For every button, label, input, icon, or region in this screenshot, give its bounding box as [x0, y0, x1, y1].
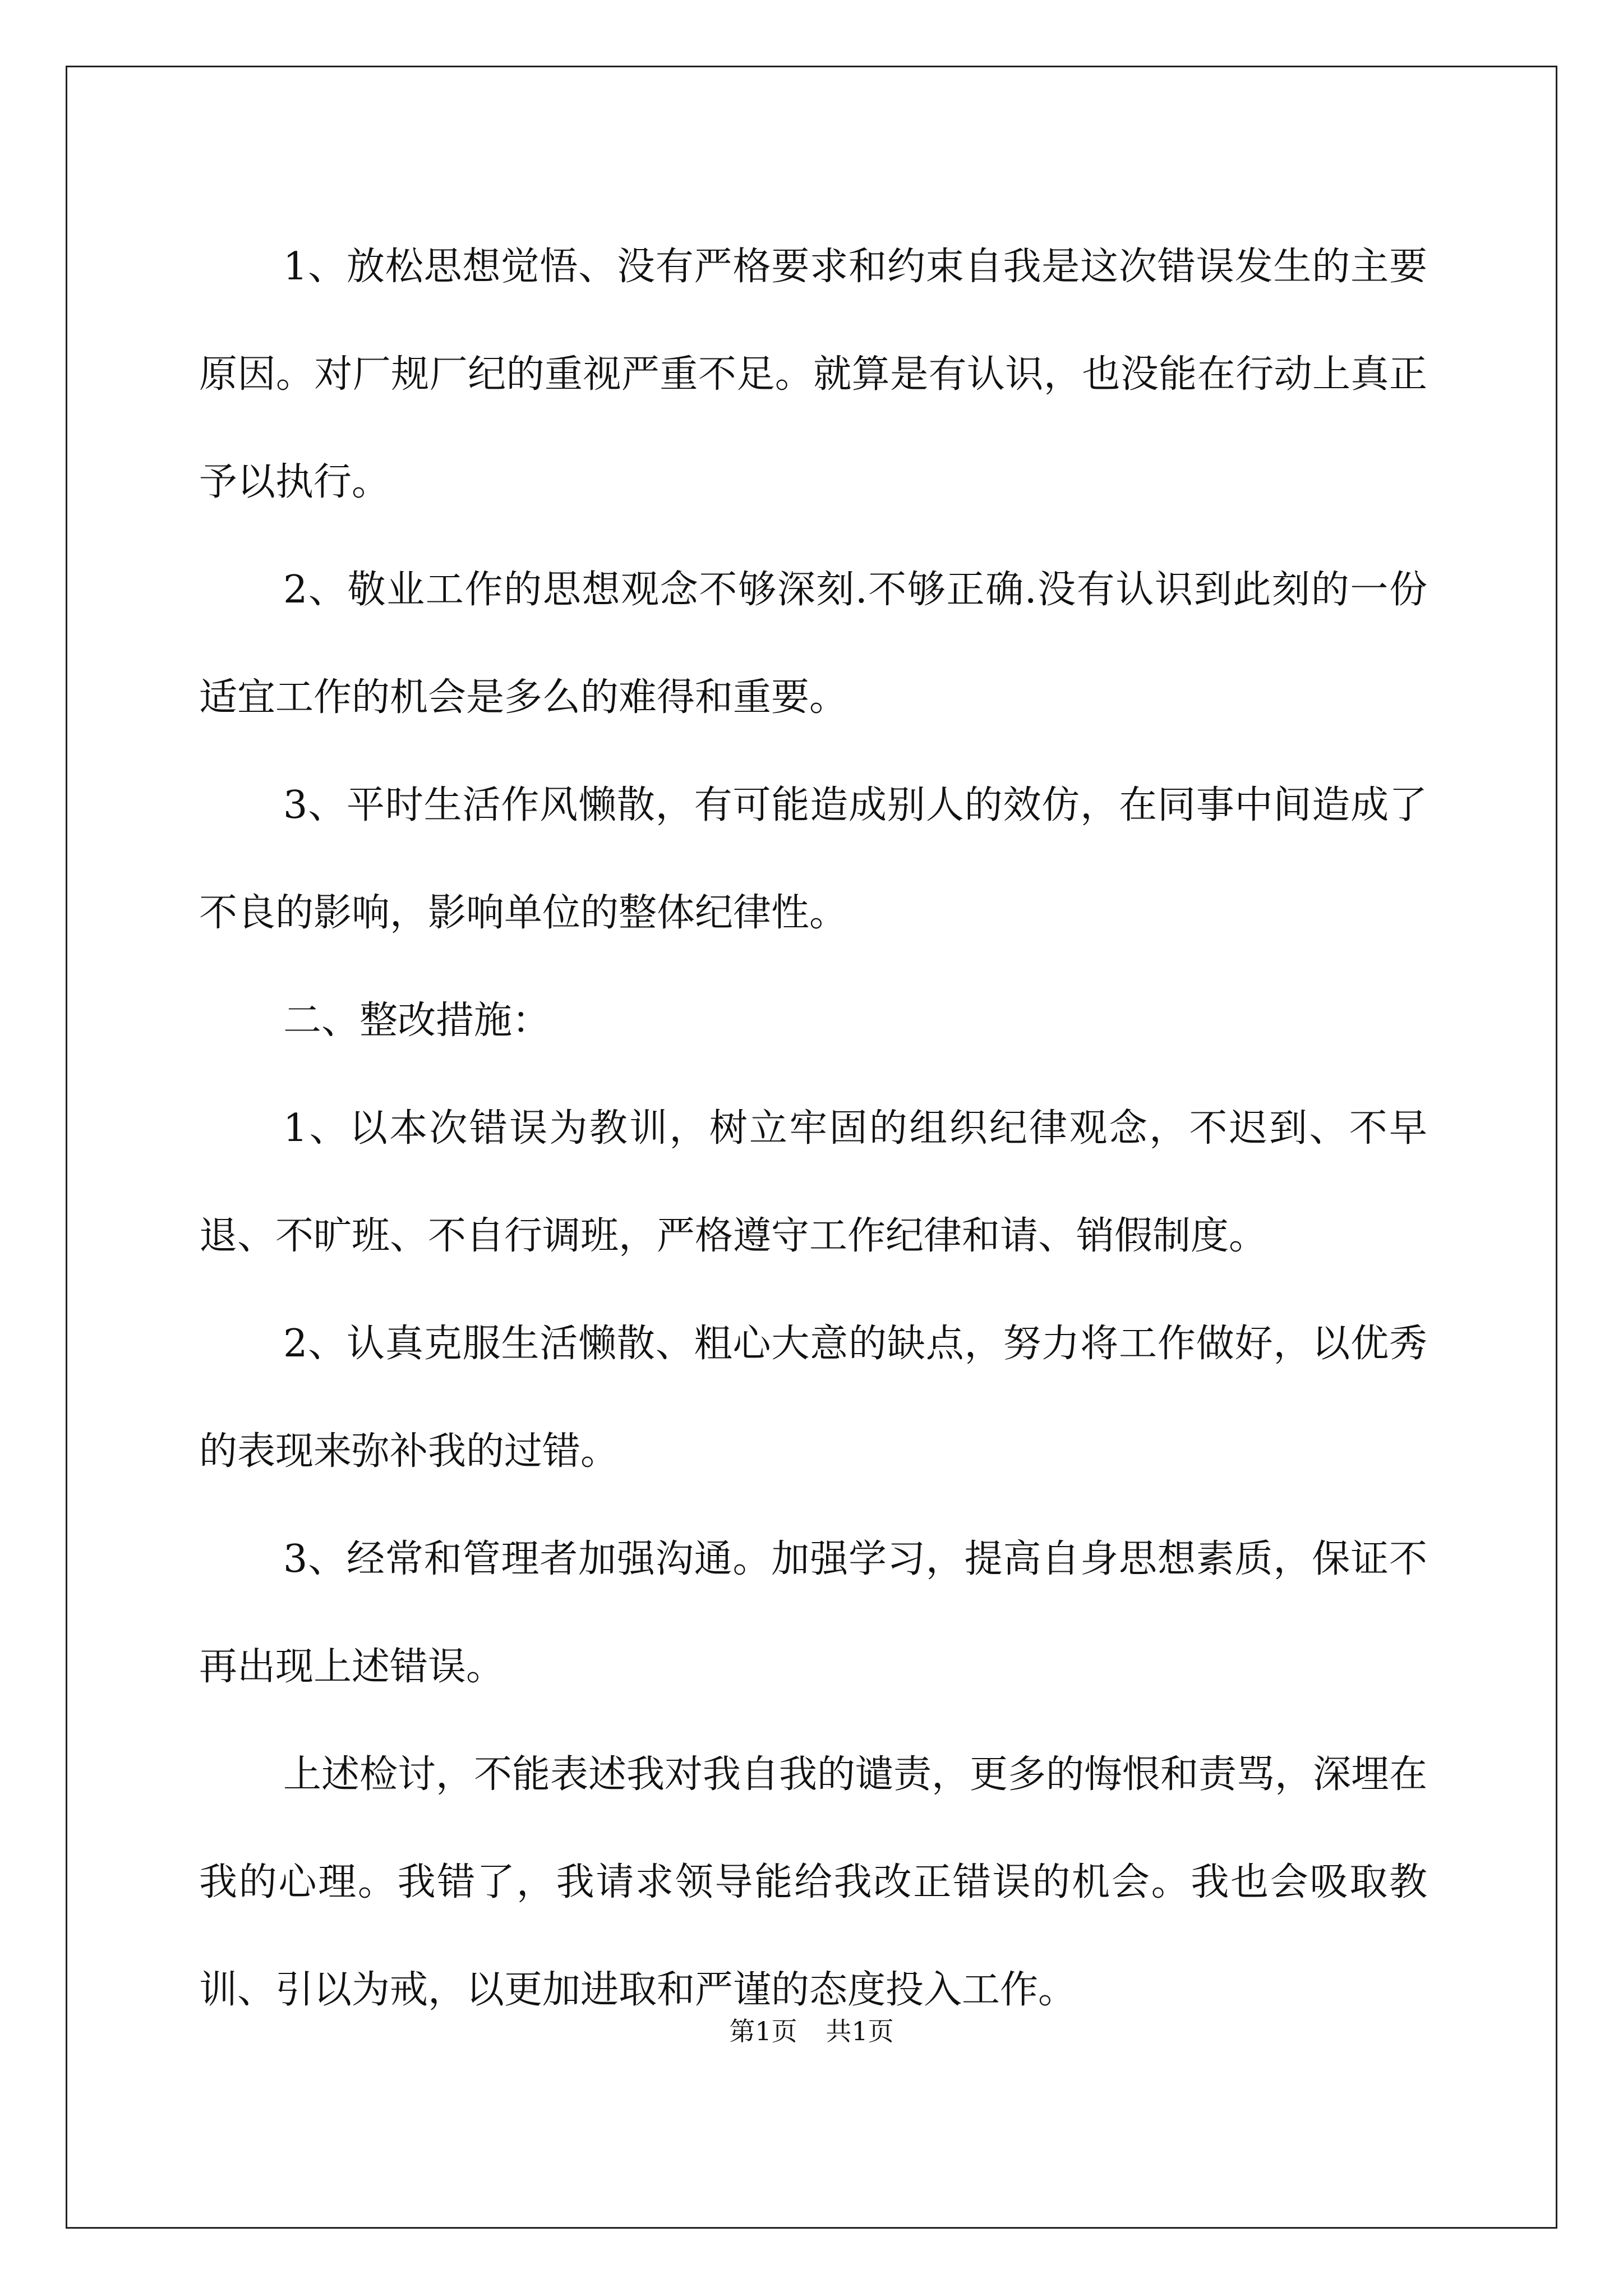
page-footer — [0, 2011, 1623, 2048]
paragraph-2: 2、敬业工作的思想观念不够深刻.不够正确.没有认识到此刻的一份适宜工作的机会是多么的难得和重要。 — [199, 568, 1427, 720]
paragraph-1: 1、放松思想觉悟、没有严格要求和约束自我是这次错误发生的主要原因。对厂规厂纪的重视严重不足。就算是有认识，也没能在行动上真正予以执行。 — [199, 245, 1427, 504]
section-heading: 二、整改措施： — [283, 999, 551, 1043]
paragraph-3: 3、平时生活作风懒散，有可能造成别人的效仿，在同事中间造成了不良的影响，影响单位的整体纪律性。 — [199, 783, 1427, 935]
page-number-current: 第1页 — [729, 2016, 797, 2046]
paragraph-7: 上述检讨，不能表述我对我自我的谴责，更多的悔恨和责骂，深埋在我的心理。我错了，我请求领导能给我改正错误的机会。我也会吸取教训、引以为戒，以更加进取和严谨的态度投入工作。 — [199, 1752, 1428, 2012]
document-body — [199, 213, 1427, 2044]
paragraph-6: 3、经常和管理者加强沟通。加强学习，提高自身思想素质，保证不再出现上述错误。 — [199, 1537, 1427, 1689]
paragraph-5: 2、认真克服生活懒散、粗心大意的缺点，努力将工作做好，以优秀的表现来弥补我的过错。 — [199, 1322, 1427, 1474]
paragraph-4: 1、以本次错误为教训，树立牢固的组织纪律观念，不迟到、不早退、不旷班、不自行调班，严格遵守工作纪律和请、销假制度。 — [199, 1106, 1427, 1258]
page-number-total: 共1页 — [826, 2016, 894, 2046]
